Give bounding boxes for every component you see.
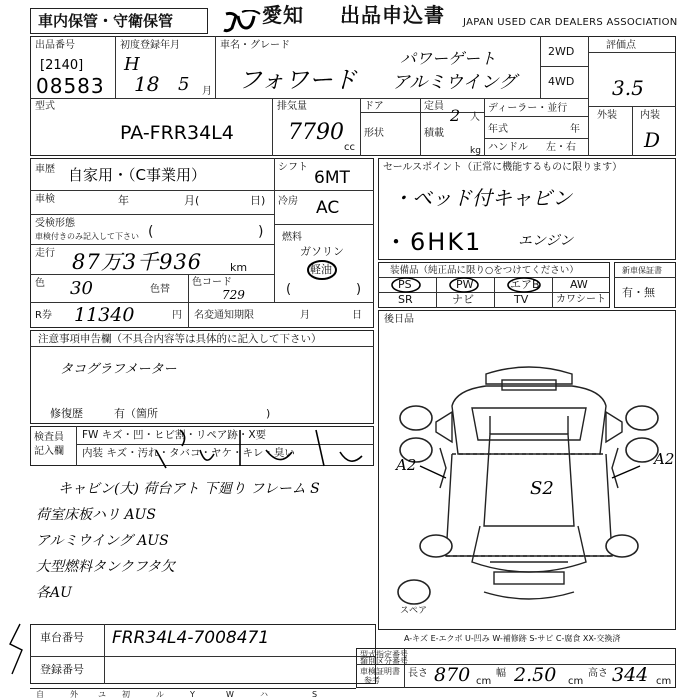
footer-cells [30, 688, 356, 700]
reception-label: 受検形態 [35, 218, 75, 229]
displacement-unit: cc [344, 142, 355, 153]
length-label: 長さ [408, 668, 428, 679]
damage-mark-left: A2 [396, 456, 417, 474]
model-year-unit: 年 [570, 124, 580, 135]
shift-label: シフト [278, 162, 308, 173]
truck-damage-diagram [394, 356, 664, 616]
lot-number: 08583 [36, 74, 105, 98]
handle-options: 左・右 [546, 142, 576, 153]
recycle-value: 11340 [74, 304, 135, 326]
grade-line-1: パワーゲート [400, 49, 497, 68]
height-unit: cm [656, 676, 672, 687]
form-title: 出品申込書 [340, 3, 445, 27]
recycle-label: R券 [35, 310, 52, 321]
registration-era: H [124, 54, 140, 75]
inspector-handwritten-marks [140, 424, 370, 470]
damage-mark-right: A2 [654, 450, 675, 468]
footer-cell: Y [190, 690, 195, 699]
equipment-label: 装備品（純正品に限り○をつけてください） [390, 265, 579, 276]
height-label: 高さ [588, 668, 608, 679]
equip-aw: AW [570, 278, 588, 291]
registration-year: 18 [134, 72, 160, 96]
drive-4wd: 4WD [548, 75, 575, 88]
equip-sr: SR [398, 293, 413, 306]
grade-line-2: アルミウイング [392, 72, 517, 93]
width-value: 2.50 [514, 664, 557, 686]
ju-logo-icon [222, 10, 262, 34]
load-label: 積載 [424, 128, 444, 139]
model-code-value: PA-FRR34L4 [120, 122, 234, 144]
footer-cell: ユ [98, 690, 106, 699]
equip-ps: PS [398, 278, 412, 291]
mileage-label: 走行 [35, 248, 55, 259]
spare-tire-label: スペア [400, 606, 428, 616]
capacity-label: 定員 [424, 101, 444, 112]
registration-month: 5 [178, 74, 190, 95]
repair-history-value: 有（箇所 [114, 407, 158, 420]
equip-power-seat: カワシート [556, 294, 606, 305]
inspection-year: 年 [118, 194, 129, 207]
width-label: 幅 [496, 668, 506, 679]
color-value: 30 [70, 278, 93, 299]
damage-legend: A-キズ E-エクボ U-凹み W-補修跡 S-サビ C-腐食 XX-交換済 [404, 634, 621, 643]
reception-paren-close: ) [258, 224, 264, 240]
selling-point-1: ・ベッド付キャビン [392, 186, 572, 210]
inspector-label-2: 記入欄 [34, 446, 64, 457]
equip-navi: ナビ [452, 293, 474, 306]
chassis-value: FRR34L4-7008471 [112, 628, 270, 648]
ac-label: 冷房 [278, 196, 298, 207]
footer-cell: W [226, 690, 234, 699]
fuel-paren-close: ) [356, 282, 362, 297]
model-name-label: 車名・グレード [220, 40, 290, 51]
inspection-label: 車検 [35, 194, 55, 205]
footer-cell: 自 [36, 690, 44, 699]
equip-airbag: エアB [510, 278, 540, 291]
length-unit: cm [476, 676, 492, 687]
repair-history-close: ) [266, 407, 271, 420]
score-label: 評価点 [606, 40, 636, 51]
color-label: 色 [35, 278, 45, 289]
org-name: 愛知 [262, 3, 304, 27]
mileage-value: 87万3千936 [72, 250, 203, 274]
cert-label-2: 参考 [364, 676, 380, 685]
capacity-value: 2 [450, 106, 461, 125]
height-value: 344 [612, 664, 649, 686]
warranty-label: 新車保証書 [622, 266, 662, 275]
inspector-label-1: 検査員 [34, 432, 64, 443]
doors-label: ドア [364, 101, 384, 112]
repair-history-label: 修復歴 [50, 407, 83, 420]
ac-value: AC [316, 198, 340, 218]
note-line-5: 各AU [36, 585, 72, 601]
footer-cell: ハ [260, 690, 268, 699]
org-name-english: JAPAN USED CAR DEALERS ASSOCIATION [463, 17, 678, 28]
footer-cell: ル [156, 690, 164, 699]
shape-label: 形状 [364, 128, 384, 139]
registration-month-unit: 月 [202, 86, 212, 97]
note-line-4: 大型燃料タンクフタ欠 [36, 559, 175, 575]
shift-value: 6MT [314, 168, 350, 188]
diesel-circle-mark [304, 258, 344, 282]
chassis-label: 車台番号 [40, 631, 84, 644]
note-line-1: キャビン(大) 荷台アト 下廻り フレーム S [58, 481, 320, 497]
history-value: 自家用・（C事業用） [68, 166, 206, 184]
cert-label-1: 車検証明書 [360, 667, 400, 676]
footer-cell: 初 [122, 690, 130, 699]
plate-label: 登録番号 [40, 663, 84, 676]
equipment-circle-marks [378, 276, 610, 294]
inspection-day-close: 日) [250, 194, 266, 207]
model-name: フォワード [238, 66, 357, 94]
type-number-label-2: 類別区分番号 [360, 657, 408, 666]
margin-scribble [4, 620, 30, 680]
equip-pw: PW [456, 278, 474, 291]
rear-notes-label: 後日品 [384, 314, 414, 325]
load-unit: kg [470, 146, 481, 156]
score-value: 3.5 [612, 76, 644, 100]
reception-note: 車検付きのみ記入して下さい [35, 232, 139, 241]
history-label: 車歴 [35, 164, 55, 175]
name-change-label: 名変通知期限 [194, 310, 254, 321]
name-change-month: 月 [300, 310, 310, 321]
handle-label: ハンドル [488, 142, 528, 153]
exterior-label: 外装 [597, 110, 617, 121]
name-change-day: 日 [352, 310, 362, 321]
width-unit: cm [568, 676, 584, 687]
drive-2wd: 2WD [548, 45, 575, 58]
warranty-value: 有・無 [622, 286, 655, 299]
color-code-value: 729 [222, 288, 245, 302]
storage-note: 車内保管・守衛保管 [38, 12, 174, 30]
footer-cell: 外 [70, 690, 78, 699]
registration-label: 初度登録年月 [120, 40, 180, 51]
fuel-diesel: 軽油 [310, 263, 332, 276]
selling-point-2: ・6HK1 [384, 228, 483, 256]
color-change-label: 色替 [150, 284, 170, 295]
note-line-2: 荷室床板ハリ AUS [36, 507, 156, 523]
displacement-value: 7790 [288, 120, 344, 145]
selling-points-label: セールスポイント（正常に機能するものに限ります） [383, 162, 623, 173]
interior-grade: D [644, 128, 661, 152]
footer-cell: S [312, 690, 318, 699]
type-number-label-1: 型式指定番号 [360, 650, 408, 659]
attention-label: 注意事項申告欄（不具合内容等は具体的に記入して下さい） [38, 333, 322, 345]
damage-mark-center: S2 [530, 478, 554, 499]
model-code-label: 型式 [35, 101, 55, 112]
color-code-label: 色コード [192, 277, 232, 288]
note-line-3: アルミウイング AUS [36, 533, 169, 549]
fuel-label: 燃料 [282, 232, 302, 243]
model-year-label: 年式 [488, 124, 508, 135]
inspection-month-day: 月( [184, 194, 200, 207]
lot-sub-number: [2140] [40, 58, 84, 73]
mileage-unit: km [230, 261, 248, 274]
length-value: 870 [434, 664, 471, 686]
fuel-paren-open: ( [286, 282, 292, 297]
lot-label: 出品番号 [35, 40, 75, 51]
interior-label: 内装 [640, 110, 660, 121]
reception-paren-open: ( [148, 224, 154, 240]
inspector-row-2: 内装 キズ・汚れ・タバコ・ヤケ・キレ・臭い [82, 447, 295, 459]
inspector-row-1: FW キズ・凹・ヒビ割・リペア跡・X要 [82, 429, 267, 441]
fuel-gasoline: ガソリン [300, 245, 344, 258]
recycle-unit: 円 [172, 310, 182, 321]
selling-point-2-sub: エンジン [518, 233, 574, 249]
equip-tv: TV [514, 293, 529, 306]
attention-line-1: タコグラフメーター [60, 362, 177, 377]
dealer-label: ディーラー・並行 [488, 103, 568, 114]
capacity-unit: 人 [470, 112, 480, 123]
displacement-label: 排気量 [277, 101, 307, 112]
